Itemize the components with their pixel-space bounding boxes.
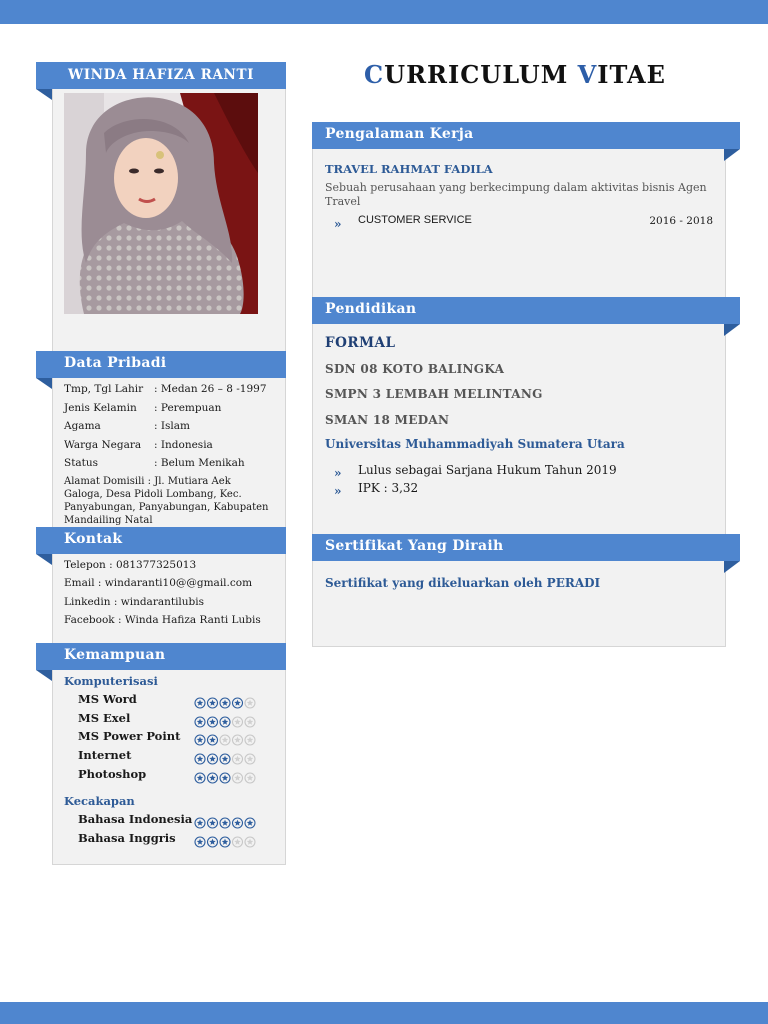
star-filled-icon	[197, 737, 203, 743]
star-filled-icon	[209, 700, 215, 706]
star-filled-icon	[197, 839, 203, 845]
job-role: CUSTOMER SERVICE	[358, 214, 472, 226]
language-name: Bahasa Indonesia	[78, 812, 193, 826]
personal-value: : Medan 26 – 8 -1997	[154, 383, 267, 395]
skill-rating	[194, 731, 258, 743]
star-filled-icon	[197, 775, 203, 781]
language-skills-label: Kecakapan	[64, 794, 135, 808]
star-filled-icon	[222, 839, 228, 845]
personal-label: Status	[64, 457, 99, 469]
personal-value: : Perempuan	[154, 402, 222, 414]
school-name: SMPN 3 LEMBAH MELINTANG	[325, 387, 543, 401]
education-header	[312, 297, 740, 324]
name-header	[36, 62, 286, 89]
rating-stars	[194, 817, 258, 829]
bottom-band	[0, 1002, 768, 1024]
personal-value: : Belum Menikah	[154, 457, 245, 469]
language-rating	[194, 833, 258, 845]
address-label: Alamat Domisili	[64, 476, 145, 487]
header-fold	[36, 554, 52, 565]
skill-name: Photoshop	[78, 767, 147, 781]
star-filled-icon	[197, 719, 203, 725]
profile-name: WINDA HAFIZA RANTI	[67, 67, 255, 83]
title-initial-v: V	[577, 60, 598, 89]
star-empty-icon	[234, 775, 240, 781]
star-filled-icon	[209, 775, 215, 781]
rating-stars	[194, 772, 258, 784]
header-fold	[724, 149, 740, 161]
personal-value: : Islam	[154, 420, 190, 432]
personal-label: Warga Negara	[64, 439, 142, 451]
contact-header	[36, 527, 286, 554]
star-empty-icon	[247, 756, 253, 762]
star-filled-icon	[209, 756, 215, 762]
skill-name: Internet	[78, 748, 132, 762]
contact-heading: Kontak	[64, 531, 123, 547]
contact-phone: Telepon : 081377325013	[64, 559, 197, 571]
bullet-icon: »	[334, 466, 342, 480]
certificate-heading: Sertifikat Yang Diraih	[325, 538, 504, 554]
portrait-image	[64, 93, 258, 314]
education-item: Lulus sebagai Sarjana Hukum Tahun 2019	[358, 463, 617, 477]
header-fold	[724, 561, 740, 573]
star-filled-icon	[234, 820, 240, 826]
rating-stars	[194, 716, 258, 728]
star-filled-icon	[197, 756, 203, 762]
star-filled-icon	[222, 700, 228, 706]
star-filled-icon	[209, 719, 215, 725]
experience-header	[312, 122, 740, 149]
header-fold	[36, 670, 52, 681]
header-fold	[36, 378, 52, 389]
computer-skills-label: Komputerisasi	[64, 674, 158, 688]
title-word-2: ITAE	[597, 60, 666, 89]
university-name: Universitas Muhammadiyah Sumatera Utara	[325, 437, 625, 451]
job-period: 2016 - 2018	[649, 215, 713, 227]
star-empty-icon	[247, 737, 253, 743]
school-name: SDN 08 KOTO BALINGKA	[325, 362, 505, 376]
skills-heading: Kemampuan	[64, 647, 166, 663]
personal-value: : Indonesia	[154, 439, 213, 451]
skill-rating	[194, 769, 258, 781]
star-empty-icon	[234, 839, 240, 845]
star-filled-icon	[222, 820, 228, 826]
star-filled-icon	[209, 820, 215, 826]
star-filled-icon	[222, 719, 228, 725]
skill-name: MS Power Point	[78, 729, 181, 743]
bullet-icon: »	[334, 484, 342, 498]
contact-linkedin: Linkedin : windarantilubis	[64, 596, 205, 608]
language-rating	[194, 814, 258, 826]
personal-header	[36, 351, 286, 378]
rating-stars	[194, 697, 258, 709]
header-fold	[724, 324, 740, 336]
skills-header	[36, 643, 286, 670]
star-filled-icon	[234, 700, 240, 706]
contact-email: Email : windaranti10@@gmail.com	[64, 577, 253, 589]
star-filled-icon	[222, 756, 228, 762]
certificate-header	[312, 534, 740, 561]
star-filled-icon	[197, 820, 203, 826]
education-item: IPK : 3,32	[358, 481, 419, 495]
star-empty-icon	[222, 737, 228, 743]
star-filled-icon	[247, 820, 253, 826]
personal-heading: Data Pribadi	[64, 355, 167, 371]
skill-rating	[194, 694, 258, 706]
page-title	[300, 60, 730, 89]
star-empty-icon	[247, 700, 253, 706]
school-name: SMAN 18 MEDAN	[325, 413, 450, 427]
rating-stars	[194, 753, 258, 765]
language-name: Bahasa Inggris	[78, 831, 176, 845]
star-filled-icon	[222, 775, 228, 781]
education-heading: Pendidikan	[325, 301, 417, 317]
star-filled-icon	[197, 700, 203, 706]
profile-photo	[64, 93, 258, 314]
star-empty-icon	[234, 737, 240, 743]
header-fold	[36, 89, 52, 100]
title-word-1: URRICULUM	[384, 60, 578, 89]
personal-label: Jenis Kelamin	[64, 402, 137, 414]
address-value: : Jl. Mutiara Aek Galoga, Desa Pidoli Lombang, Kec. Panyabungan, Panyabungan, Kabupaten Mandailing Natal	[64, 476, 269, 526]
company-description: Sebuah perusahaan yang berkecimpung dalam aktivitas bisnis Agen Travel	[325, 181, 707, 208]
contact-facebook: Facebook : Winda Hafiza Ranti Lubis	[64, 614, 261, 626]
certificate-item: Sertifikat yang dikeluarkan oleh PERADI	[325, 576, 601, 590]
title-initial-c: C	[364, 60, 385, 89]
top-band	[0, 0, 768, 24]
address-block	[64, 475, 269, 527]
skill-rating	[194, 750, 258, 762]
star-empty-icon	[247, 719, 253, 725]
rating-stars	[194, 734, 258, 746]
personal-label: Tmp, Tgl Lahir	[64, 383, 144, 395]
skill-rating	[194, 713, 258, 725]
company-name: TRAVEL RAHMAT FADILA	[325, 162, 493, 176]
skill-name: MS Exel	[78, 711, 131, 725]
star-empty-icon	[234, 719, 240, 725]
star-empty-icon	[247, 775, 253, 781]
skill-name: MS Word	[78, 692, 137, 706]
education-formal-label: FORMAL	[325, 335, 396, 351]
personal-label: Agama	[64, 420, 101, 432]
star-filled-icon	[209, 737, 215, 743]
experience-heading: Pengalaman Kerja	[325, 126, 474, 142]
star-empty-icon	[247, 839, 253, 845]
star-filled-icon	[209, 839, 215, 845]
star-empty-icon	[234, 756, 240, 762]
rating-stars	[194, 836, 258, 848]
bullet-icon: »	[334, 217, 342, 231]
